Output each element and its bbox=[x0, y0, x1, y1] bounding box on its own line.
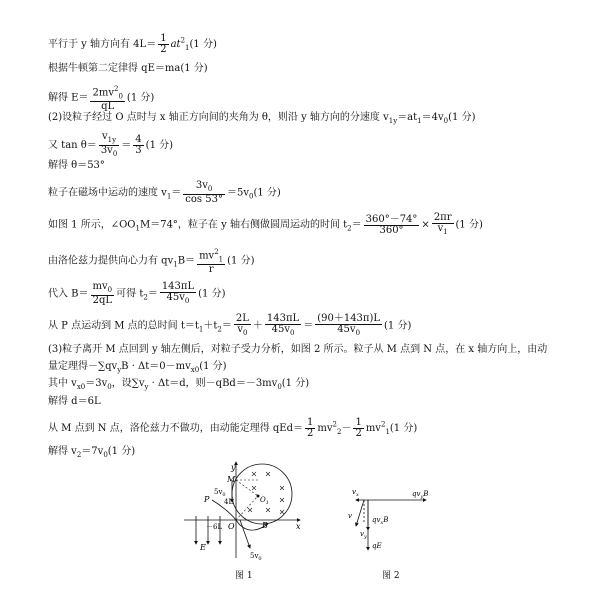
label-v: v bbox=[348, 512, 352, 520]
text-line-10: 代入 B＝ $\frac{mv_0}{2qL}$ 可得 $t_2=$ $\frac{143\pi L}{45v_0}$ (1 分) bbox=[48, 281, 226, 306]
label-O: O bbox=[228, 522, 235, 531]
label-y: y bbox=[231, 463, 236, 472]
text-line-11: 从 P 点运动到 M 点的总时间 $t=t_1+t_2=$ $\frac{2L}{v_0}$ ＋ $\frac{143\pi L}{45v_0}$ ＝ $\frac{(90+143\pi)L}{45v_0}$ (1 分) bbox=[48, 313, 412, 337]
text-line-8: 如图 1 所示，$\angle OO_1M=74^\circ$，粒子在 y 轴右侧做圆周运动的时间 $t_2=$ $\frac{360^\circ-74^\circ}{360^\circ}$ × $\frac{2\pi r}{v_1}$ (1 分) bbox=[48, 212, 483, 236]
figure-2-caption: 图 2 bbox=[382, 571, 400, 581]
text-line-12: (3)粒子离开 M 点回到 y 轴左侧后，对粒子受力分析，如图 2 所示。粒子从 M 点到 N 点，在 x 轴方向上，由动 bbox=[48, 344, 548, 355]
text-line-5: 又 tan θ＝ $\frac{v_{1y}}{3v_0}$ ＝ $\frac{4}{3}$ (1 分) bbox=[48, 131, 174, 158]
label-qvyB: $qv_yB$ bbox=[412, 490, 429, 500]
label-neg6L: －6L bbox=[206, 523, 223, 531]
label-O1: $O_1$ bbox=[260, 496, 269, 506]
text-line-14: 其中 $v_{x0}=3v_0$，设$\sum v_y \cdot \Delta t=d$，则$-qBd=-3mv_0(1$ 分) bbox=[48, 378, 310, 391]
label-x: x bbox=[296, 522, 301, 531]
label-vx: $v_x$ bbox=[352, 488, 359, 498]
text-line-16: 从 M 点到 N 点，洛伦兹力不做功，由动能定理得 qEd＝ $\frac{1}{2}$ $mv^2_2-$ $\frac{1}{2}$ $mv^2_1(1$ 分) bbox=[48, 417, 418, 439]
text-line-6: 解得 θ＝53° bbox=[48, 160, 105, 171]
text-line-3: 解得 E＝ $\frac{2mv^2_0}{qL}$ (1 分) bbox=[48, 85, 155, 113]
label-B: B bbox=[262, 521, 268, 530]
text-line-2: 根据牛顿第二定律得 qE＝ma(1 分) bbox=[48, 63, 208, 74]
text-line-13: 量定理得$-\sum qv_yB \cdot \Delta t=0-mv_{x0}(1$ 分) bbox=[48, 361, 227, 374]
text-line-1: 平行于 y 轴方向有 4L＝ $\frac{1}{2}$ $at^2_1(1$ 分) bbox=[48, 33, 217, 55]
label-vy: $v_y$ bbox=[360, 530, 367, 540]
figure-1-caption: 图 1 bbox=[235, 571, 253, 581]
figure-1 bbox=[178, 458, 320, 564]
text-line-17: 解得 $v_2=7v_0(1$ 分) bbox=[48, 446, 136, 459]
label-4L: 4L bbox=[224, 498, 234, 506]
text-line-9: 由洛伦兹力提供向心力有 $qv_1B=$ $\frac{mv^2_1}{r}$ (1 分) bbox=[48, 248, 255, 276]
figure-2 bbox=[346, 486, 446, 564]
text-line-15: 解得 d＝6L bbox=[48, 396, 101, 407]
label-qvxB: $qv_xB$ bbox=[372, 516, 389, 526]
label-M: M bbox=[227, 475, 236, 484]
label-qE: qE bbox=[372, 542, 382, 550]
label-5v0-bottom: $5v_0$ bbox=[250, 552, 262, 562]
label-E: E bbox=[200, 543, 206, 552]
label-P: P bbox=[204, 495, 210, 504]
text-line-4: (2)设粒子经过 O 点时与 x 轴正方向间的夹角为 θ，则沿 y 轴方向的分速度 $v_{1y}=at_1=4v_0(1$ 分) bbox=[48, 112, 476, 125]
label-5v0: $5v_0$ bbox=[214, 488, 226, 498]
text-line-7: 粒子在磁场中运动的速度 $v_1=$ $\frac{3v_0}{\cos 53^\circ}$ $=5v_0(1$ 分) bbox=[48, 180, 281, 205]
field-circle bbox=[232, 464, 292, 524]
